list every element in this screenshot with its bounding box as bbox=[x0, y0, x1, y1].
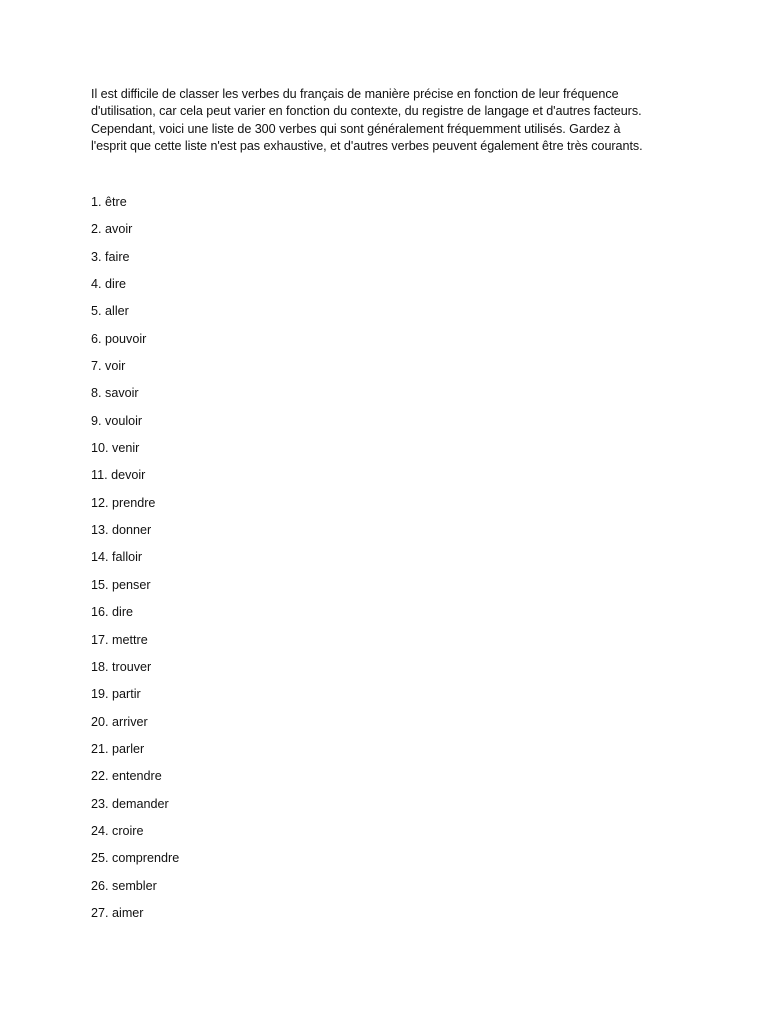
intro-paragraph bbox=[91, 86, 691, 156]
verb-list-item bbox=[91, 358, 179, 385]
verb-text: vouloir bbox=[105, 413, 143, 428]
verb-number: 1. bbox=[91, 195, 102, 209]
verb-list-item bbox=[91, 659, 179, 686]
verb-text: devoir bbox=[111, 468, 146, 483]
verb-list-item bbox=[91, 741, 179, 768]
verb-list-item bbox=[91, 850, 179, 877]
verb-number: 8. bbox=[91, 386, 102, 401]
verb-text: comprendre bbox=[112, 851, 180, 866]
verb-number: 16. bbox=[91, 605, 109, 620]
verb-number: 27. bbox=[91, 905, 109, 920]
verb-list-item bbox=[91, 714, 179, 741]
verb-text: demander bbox=[112, 796, 169, 811]
verb-text: dire bbox=[105, 277, 127, 292]
verb-text: donner bbox=[112, 523, 152, 538]
verb-text: dire bbox=[112, 605, 134, 620]
verb-number: 18. bbox=[91, 659, 109, 674]
verb-text: trouver bbox=[112, 659, 152, 674]
verb-number: 11. bbox=[91, 468, 108, 483]
verb-list-item bbox=[91, 440, 179, 467]
verb-list-item bbox=[91, 823, 179, 850]
verb-list-item bbox=[91, 495, 179, 522]
verb-number: 2. bbox=[91, 222, 102, 237]
verb-number: 5. bbox=[91, 304, 102, 319]
verb-number: 7. bbox=[91, 359, 102, 374]
verb-text: aimer bbox=[112, 905, 144, 920]
intro-line: d'utilisation, car cela peut varier en fonction du contexte, du registre de langage et d'autres facteurs. bbox=[91, 104, 642, 119]
verb-list-item bbox=[91, 413, 179, 440]
verb-list-item bbox=[91, 796, 179, 823]
verb-number: 13. bbox=[91, 523, 109, 538]
verb-text: sembler bbox=[112, 878, 157, 893]
verb-list-item bbox=[91, 686, 179, 713]
verb-number: 21. bbox=[91, 741, 109, 756]
verb-number: 19. bbox=[91, 687, 109, 702]
verb-number: 23. bbox=[91, 796, 109, 811]
verb-list-item bbox=[91, 276, 179, 303]
verb-list-item bbox=[91, 905, 179, 932]
verb-text: savoir bbox=[105, 386, 139, 401]
intro-line: Il est difficile de classer les verbes du français de manière précise en fonction de leur fréquence bbox=[91, 87, 619, 101]
verb-text: faire bbox=[105, 249, 130, 264]
verb-text: avoir bbox=[105, 222, 133, 237]
verb-number: 25. bbox=[91, 851, 109, 866]
verb-number: 3. bbox=[91, 249, 102, 264]
verb-list-item bbox=[91, 467, 179, 494]
verb-text: venir bbox=[112, 441, 140, 456]
verb-number: 6. bbox=[91, 331, 102, 346]
verb-number: 17. bbox=[91, 632, 109, 647]
verb-number: 26. bbox=[91, 878, 109, 893]
verb-number: 15. bbox=[91, 577, 109, 592]
verb-text: prendre bbox=[112, 495, 156, 510]
verb-text: arriver bbox=[112, 714, 148, 729]
intro-line: Cependant, voici une liste de 300 verbes qui sont généralement fréquemment utilisés. Gardez à bbox=[91, 121, 621, 136]
verb-list-item bbox=[91, 249, 179, 276]
verb-list-item bbox=[91, 878, 179, 905]
verb-list-item bbox=[91, 385, 179, 412]
verb-number: 12. bbox=[91, 495, 109, 510]
verb-number: 10. bbox=[91, 441, 109, 456]
verb-list-item bbox=[91, 549, 179, 576]
verb-number: 4. bbox=[91, 277, 102, 292]
intro-line: l'esprit que cette liste n'est pas exhaustive, et d'autres verbes peuvent également être très courants. bbox=[91, 139, 643, 154]
verb-number: 14. bbox=[91, 550, 109, 565]
verb-number: 20. bbox=[91, 714, 109, 729]
verb-text: parler bbox=[112, 741, 145, 756]
verb-text: partir bbox=[112, 687, 141, 702]
verb-list-item bbox=[91, 768, 179, 795]
verb-text: entendre bbox=[112, 769, 162, 784]
verb-text: être bbox=[105, 195, 127, 209]
verb-list-item bbox=[91, 522, 179, 549]
verb-list-item bbox=[91, 577, 179, 604]
verb-text: penser bbox=[112, 577, 151, 592]
verb-number: 9. bbox=[91, 413, 102, 428]
verb-text: aller bbox=[105, 304, 129, 319]
verb-list bbox=[91, 194, 179, 932]
verb-text: mettre bbox=[112, 632, 148, 647]
verb-text: croire bbox=[112, 823, 144, 838]
verb-number: 22. bbox=[91, 769, 109, 784]
verb-list-item bbox=[91, 632, 179, 659]
verb-list-item bbox=[91, 604, 179, 631]
verb-text: falloir bbox=[112, 550, 143, 565]
verb-text: pouvoir bbox=[105, 331, 147, 346]
verb-number: 24. bbox=[91, 823, 109, 838]
verb-list-item bbox=[91, 303, 179, 330]
verb-list-item bbox=[91, 331, 179, 358]
verb-list-item bbox=[91, 194, 179, 221]
verb-list-item bbox=[91, 221, 179, 248]
verb-text: voir bbox=[105, 359, 126, 374]
